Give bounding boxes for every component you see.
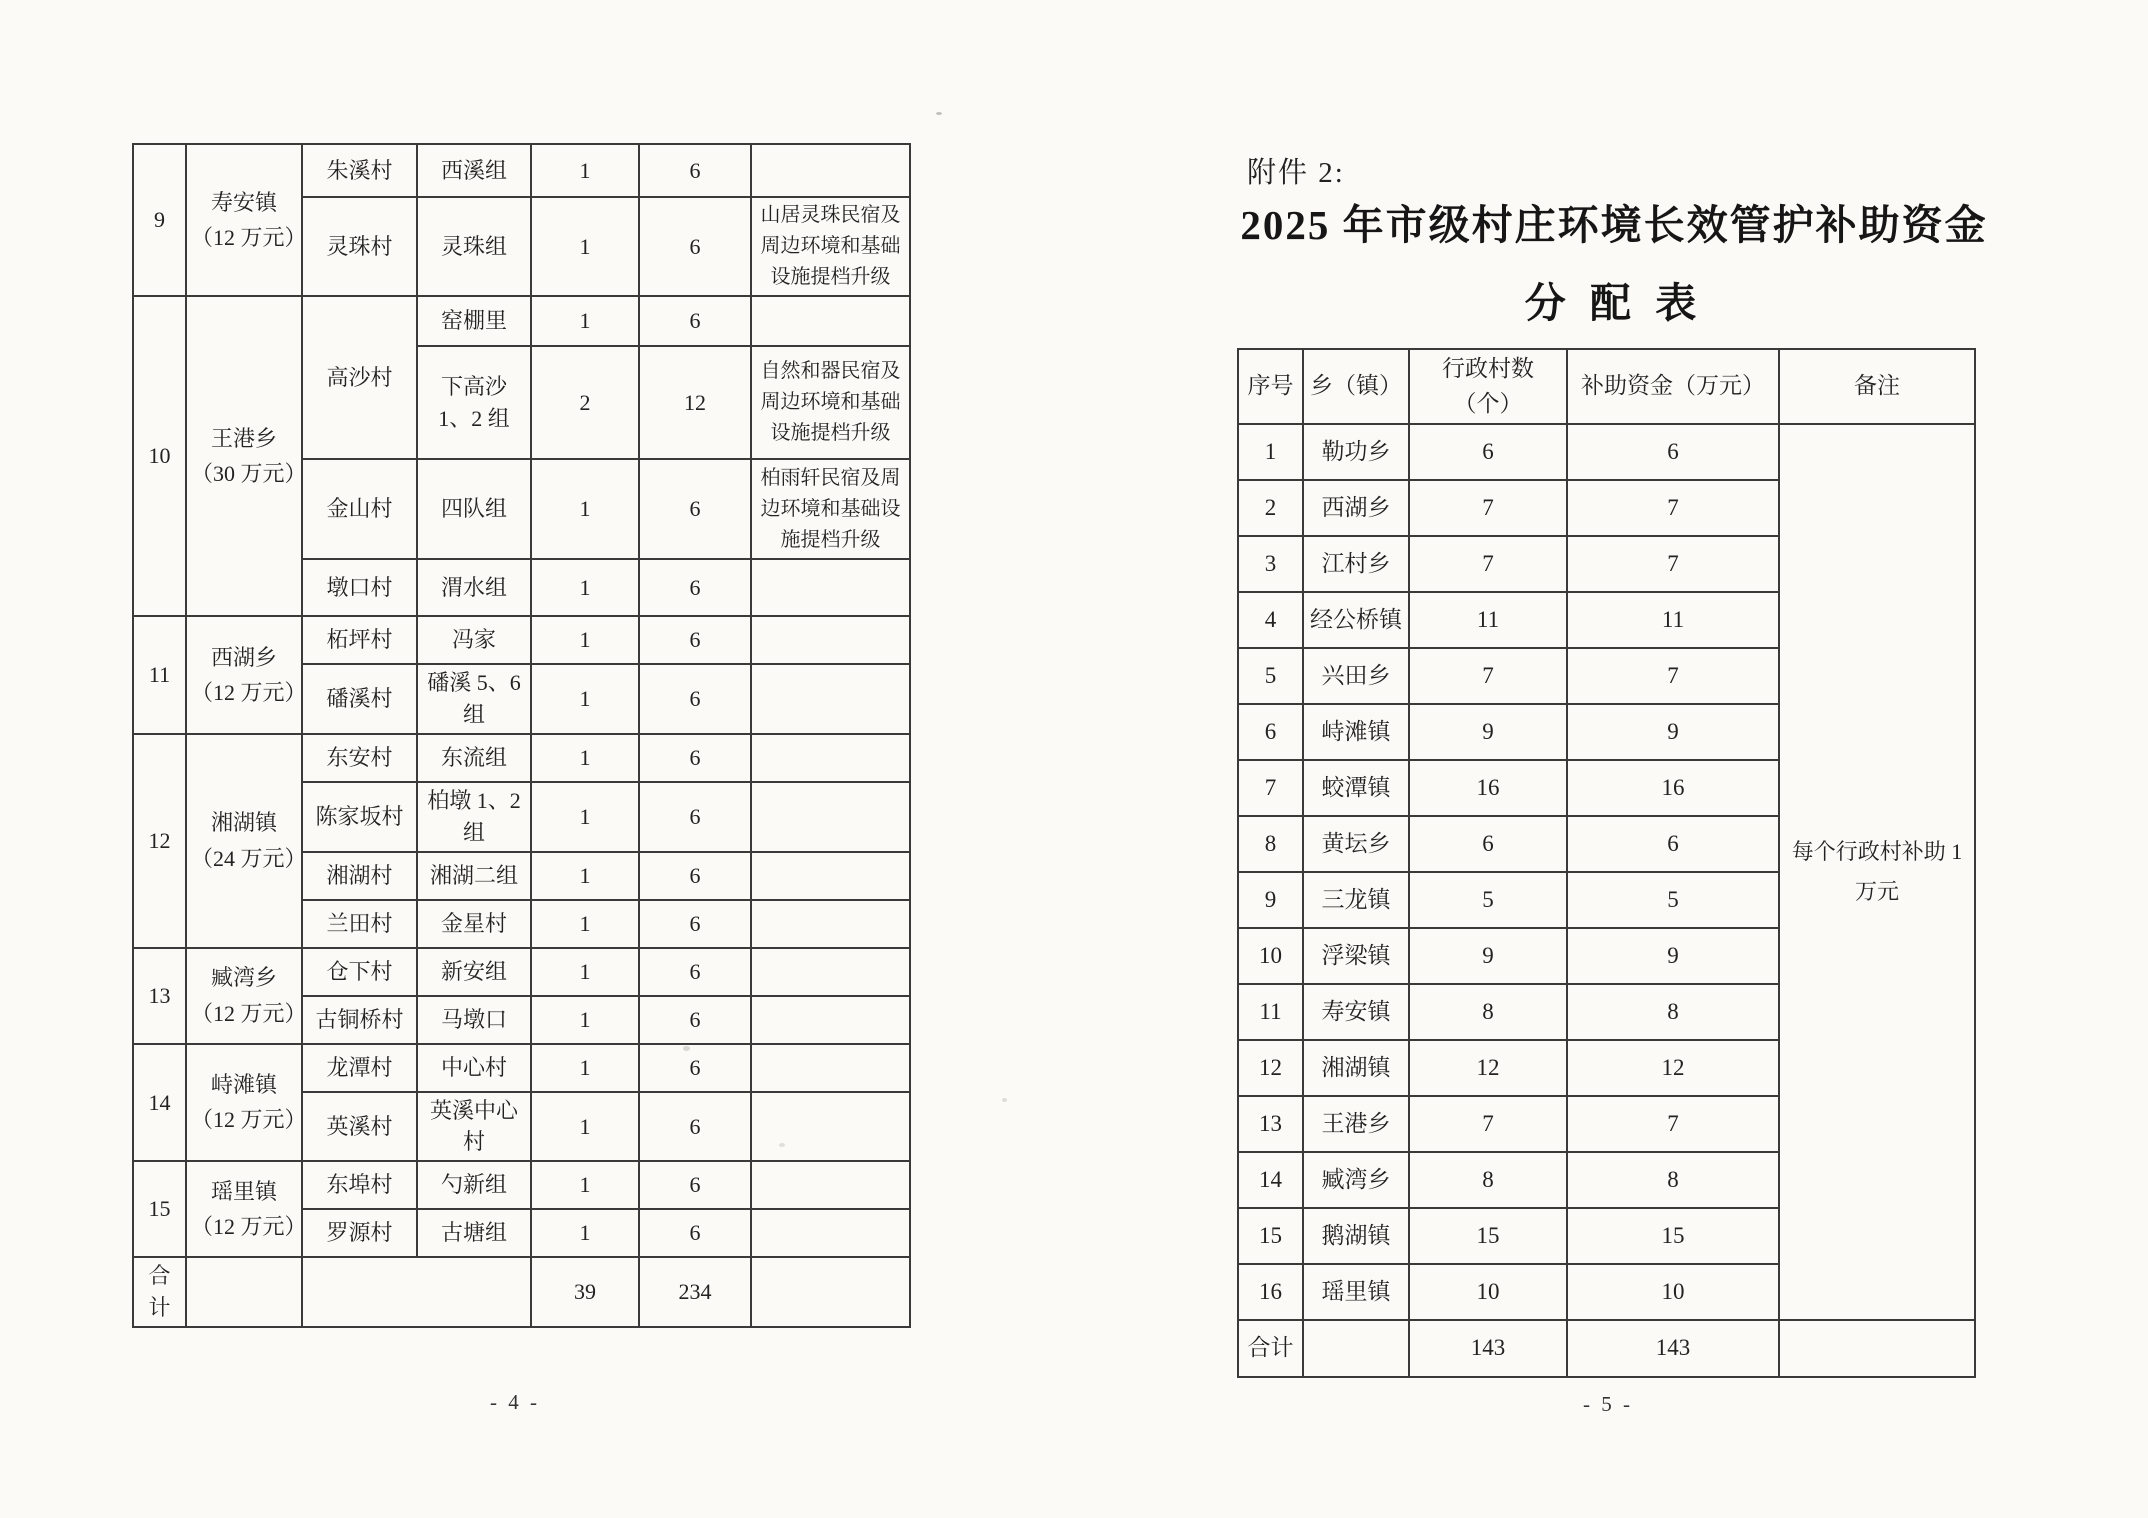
village-name-cell: 罗源村: [302, 1209, 417, 1257]
group-name-cell: 四队组: [417, 459, 531, 559]
town-name-cell: 峙滩镇 （12 万元）: [186, 1044, 302, 1162]
group-count-cell: 1: [531, 1161, 639, 1209]
fund-amount-cell: 6: [639, 616, 751, 664]
page-number-right: - 5 -: [1583, 1392, 1633, 1416]
remark-cell: [751, 144, 910, 197]
header-row: [1238, 349, 1975, 424]
village-count-cell: 9: [1409, 704, 1567, 760]
village-name-cell: 古铜桥村: [302, 996, 417, 1044]
serial-number-cell: 6: [1238, 704, 1303, 760]
fund-amount-cell: 5: [1567, 872, 1779, 928]
serial-number-cell: 8: [1238, 816, 1303, 872]
total-count-cell: 39: [531, 1257, 639, 1327]
village-name-cell: 朱溪村: [302, 144, 417, 197]
section-number-cell: 15: [133, 1161, 186, 1257]
table-row: [1238, 424, 1975, 480]
town-name-cell: 瑶里镇 （12 万元）: [186, 1161, 302, 1257]
remark-cell: [751, 296, 910, 346]
group-count-cell: 1: [531, 1044, 639, 1092]
table-row: [133, 1161, 910, 1209]
group-name-cell: 下高沙 1、2 组: [417, 346, 531, 459]
village-name-cell: 仓下村: [302, 948, 417, 996]
table-row: [133, 948, 910, 996]
fund-amount-cell: 6: [639, 144, 751, 197]
remark-merged-cell: 每个行政村补助 1 万元: [1779, 424, 1975, 1320]
fund-amount-cell: 6: [639, 459, 751, 559]
group-name-cell: 灵珠组: [417, 197, 531, 296]
group-count-cell: 1: [531, 1092, 639, 1162]
scan-speck: [1002, 1098, 1007, 1102]
remark-cell: [751, 948, 910, 996]
group-name-cell: 西溪组: [417, 144, 531, 197]
township-name-cell: 黄坛乡: [1303, 816, 1409, 872]
fund-amount-cell: 6: [639, 852, 751, 900]
section-number-cell: 14: [133, 1044, 186, 1162]
section-number-cell: 9: [133, 144, 186, 296]
remark-cell: [751, 559, 910, 616]
village-count-cell: 16: [1409, 760, 1567, 816]
group-name-cell: 湘湖二组: [417, 852, 531, 900]
table-row: [133, 144, 910, 197]
fund-amount-cell: 11: [1567, 592, 1779, 648]
remark-cell: 柏雨轩民宿及周边环境和基础设施提档升级: [751, 459, 910, 559]
village-count-cell: 6: [1409, 424, 1567, 480]
section-number-cell: 10: [133, 296, 186, 616]
column-header-cell: 备注: [1779, 349, 1975, 424]
fund-amount-cell: 6: [639, 1092, 751, 1162]
group-name-cell: 英溪中心村: [417, 1092, 531, 1162]
remark-cell: 山居灵珠民宿及周边环境和基础设施提档升级: [751, 197, 910, 296]
serial-number-cell: 16: [1238, 1264, 1303, 1320]
remark-cell: [751, 1092, 910, 1162]
empty-cell: [1779, 1320, 1975, 1377]
village-count-cell: 10: [1409, 1264, 1567, 1320]
scan-speck: [779, 1143, 785, 1147]
township-name-cell: 寿安镇: [1303, 984, 1409, 1040]
total-label-cell: 合计: [1238, 1320, 1303, 1377]
fund-amount-cell: 7: [1567, 536, 1779, 592]
serial-number-cell: 15: [1238, 1208, 1303, 1264]
village-name-cell: 墩口村: [302, 559, 417, 616]
group-name-cell: 中心村: [417, 1044, 531, 1092]
village-name-cell: 龙潭村: [302, 1044, 417, 1092]
total-fund-cell: 234: [639, 1257, 751, 1327]
town-name-cell: 王港乡 （30 万元）: [186, 296, 302, 616]
remark-cell: [751, 1161, 910, 1209]
remark-cell: [751, 1209, 910, 1257]
remark-cell: 自然和器民宿及周边环境和基础设施提档升级: [751, 346, 910, 459]
column-header-cell: 序号: [1238, 349, 1303, 424]
group-count-cell: 1: [531, 1209, 639, 1257]
serial-number-cell: 5: [1238, 648, 1303, 704]
fund-amount-cell: 12: [1567, 1040, 1779, 1096]
fund-amount-cell: 6: [639, 559, 751, 616]
remark-cell: [751, 734, 910, 782]
township-name-cell: 瑶里镇: [1303, 1264, 1409, 1320]
table-row: [133, 296, 910, 346]
village-count-cell: 7: [1409, 1096, 1567, 1152]
serial-number-cell: 12: [1238, 1040, 1303, 1096]
village-count-cell: 15: [1409, 1208, 1567, 1264]
group-name-cell: 冯家: [417, 616, 531, 664]
column-header-cell: 行政村数（个）: [1409, 349, 1567, 424]
township-name-cell: 峙滩镇: [1303, 704, 1409, 760]
group-name-cell: 磻溪 5、6 组: [417, 664, 531, 734]
total-village-count-cell: 143: [1409, 1320, 1567, 1377]
village-name-cell: 东埠村: [302, 1161, 417, 1209]
town-name-cell: 臧湾乡 （12 万元）: [186, 948, 302, 1044]
township-name-cell: 臧湾乡: [1303, 1152, 1409, 1208]
serial-number-cell: 11: [1238, 984, 1303, 1040]
group-count-cell: 1: [531, 996, 639, 1044]
total-label-cell: 合计: [133, 1257, 186, 1327]
township-name-cell: 江村乡: [1303, 536, 1409, 592]
group-name-cell: 古塘组: [417, 1209, 531, 1257]
fund-amount-cell: 6: [639, 296, 751, 346]
town-name-cell: 西湖乡 （12 万元）: [186, 616, 302, 734]
fund-amount-cell: 7: [1567, 648, 1779, 704]
fund-amount-cell: 16: [1567, 760, 1779, 816]
remark-cell: [751, 1044, 910, 1092]
group-count-cell: 1: [531, 782, 639, 852]
page-number-left: - 4 -: [490, 1390, 540, 1414]
empty-cell: [751, 1257, 910, 1327]
fund-amount-cell: 8: [1567, 984, 1779, 1040]
group-count-cell: 1: [531, 559, 639, 616]
township-name-cell: 湘湖镇: [1303, 1040, 1409, 1096]
group-name-cell: 金星村: [417, 900, 531, 948]
serial-number-cell: 4: [1238, 592, 1303, 648]
village-name-cell: 金山村: [302, 459, 417, 559]
village-name-cell: 陈家坂村: [302, 782, 417, 852]
fund-amount-cell: 7: [1567, 480, 1779, 536]
fund-amount-cell: 6: [639, 1209, 751, 1257]
fund-amount-cell: 15: [1567, 1208, 1779, 1264]
village-count-cell: 7: [1409, 480, 1567, 536]
fund-amount-cell: 6: [1567, 424, 1779, 480]
empty-cell: [302, 1257, 531, 1327]
remark-cell: [751, 852, 910, 900]
fund-amount-cell: 6: [639, 900, 751, 948]
table-row: [133, 616, 910, 664]
group-count-cell: 2: [531, 346, 639, 459]
column-header-cell: 乡（镇）: [1303, 349, 1409, 424]
section-number-cell: 12: [133, 734, 186, 948]
remark-cell: [751, 900, 910, 948]
village-name-cell: 兰田村: [302, 900, 417, 948]
village-count-cell: 6: [1409, 816, 1567, 872]
column-header-cell: 补助资金（万元）: [1567, 349, 1779, 424]
township-name-cell: 蛟潭镇: [1303, 760, 1409, 816]
township-name-cell: 西湖乡: [1303, 480, 1409, 536]
section-number-cell: 13: [133, 948, 186, 1044]
township-name-cell: 经公桥镇: [1303, 592, 1409, 648]
village-name-cell: 东安村: [302, 734, 417, 782]
township-allocation-table: [1237, 348, 1976, 1378]
total-row: [133, 1257, 910, 1327]
village-group-allocation-table: [132, 143, 911, 1328]
village-name-cell: 高沙村: [302, 296, 417, 459]
group-count-cell: 1: [531, 852, 639, 900]
village-count-cell: 12: [1409, 1040, 1567, 1096]
total-fund-cell: 143: [1567, 1320, 1779, 1377]
fund-amount-cell: 8: [1567, 1152, 1779, 1208]
scan-speck: [683, 1046, 690, 1051]
village-count-cell: 11: [1409, 592, 1567, 648]
fund-amount-cell: 6: [639, 734, 751, 782]
fund-amount-cell: 6: [639, 1161, 751, 1209]
fund-amount-cell: 6: [639, 782, 751, 852]
empty-cell: [186, 1257, 302, 1327]
serial-number-cell: 14: [1238, 1152, 1303, 1208]
fund-amount-cell: 9: [1567, 928, 1779, 984]
fund-amount-cell: 12: [639, 346, 751, 459]
group-name-cell: 新安组: [417, 948, 531, 996]
village-count-cell: 7: [1409, 648, 1567, 704]
fund-amount-cell: 6: [1567, 816, 1779, 872]
remark-cell: [751, 616, 910, 664]
serial-number-cell: 1: [1238, 424, 1303, 480]
group-name-cell: 柏墩 1、2 组: [417, 782, 531, 852]
group-count-cell: 1: [531, 948, 639, 996]
document-title-line1: 2025 年市级村庄环境长效管护补助资金: [1240, 202, 1988, 248]
group-count-cell: 1: [531, 900, 639, 948]
fund-amount-cell: 6: [639, 948, 751, 996]
township-name-cell: 勒功乡: [1303, 424, 1409, 480]
remark-cell: [751, 996, 910, 1044]
township-name-cell: 浮梁镇: [1303, 928, 1409, 984]
township-name-cell: 王港乡: [1303, 1096, 1409, 1152]
group-count-cell: 1: [531, 144, 639, 197]
remark-cell: [751, 782, 910, 852]
scan-speck: [936, 112, 942, 115]
village-name-cell: 磻溪村: [302, 664, 417, 734]
fund-amount-cell: 6: [639, 664, 751, 734]
fund-amount-cell: 6: [639, 1044, 751, 1092]
group-count-cell: 1: [531, 296, 639, 346]
group-count-cell: 1: [531, 664, 639, 734]
fund-amount-cell: 6: [639, 996, 751, 1044]
total-row: [1238, 1320, 1975, 1377]
group-name-cell: 东流组: [417, 734, 531, 782]
fund-amount-cell: 6: [639, 197, 751, 296]
document-title-line2: 分 配 表: [1524, 280, 1704, 326]
group-count-cell: 1: [531, 197, 639, 296]
village-name-cell: 灵珠村: [302, 197, 417, 296]
fund-amount-cell: 7: [1567, 1096, 1779, 1152]
remark-cell: [751, 664, 910, 734]
group-count-cell: 1: [531, 616, 639, 664]
group-count-cell: 1: [531, 459, 639, 559]
serial-number-cell: 10: [1238, 928, 1303, 984]
fund-amount-cell: 9: [1567, 704, 1779, 760]
group-name-cell: 勺新组: [417, 1161, 531, 1209]
group-name-cell: 渭水组: [417, 559, 531, 616]
empty-cell: [1303, 1320, 1409, 1377]
table-row: [133, 1044, 910, 1092]
section-number-cell: 11: [133, 616, 186, 734]
group-count-cell: 1: [531, 734, 639, 782]
town-name-cell: 寿安镇 （12 万元）: [186, 144, 302, 296]
village-count-cell: 9: [1409, 928, 1567, 984]
serial-number-cell: 13: [1238, 1096, 1303, 1152]
serial-number-cell: 7: [1238, 760, 1303, 816]
attachment-label: 附件 2:: [1247, 157, 1345, 189]
table-row: [133, 734, 910, 782]
township-name-cell: 鹅湖镇: [1303, 1208, 1409, 1264]
serial-number-cell: 9: [1238, 872, 1303, 928]
town-name-cell: 湘湖镇 （24 万元）: [186, 734, 302, 948]
village-name-cell: 英溪村: [302, 1092, 417, 1162]
group-name-cell: 马墩口: [417, 996, 531, 1044]
township-name-cell: 三龙镇: [1303, 872, 1409, 928]
village-count-cell: 5: [1409, 872, 1567, 928]
village-name-cell: 湘湖村: [302, 852, 417, 900]
serial-number-cell: 2: [1238, 480, 1303, 536]
village-count-cell: 8: [1409, 984, 1567, 1040]
township-name-cell: 兴田乡: [1303, 648, 1409, 704]
village-count-cell: 7: [1409, 536, 1567, 592]
village-count-cell: 8: [1409, 1152, 1567, 1208]
village-name-cell: 柘坪村: [302, 616, 417, 664]
serial-number-cell: 3: [1238, 536, 1303, 592]
fund-amount-cell: 10: [1567, 1264, 1779, 1320]
group-name-cell: 窑棚里: [417, 296, 531, 346]
